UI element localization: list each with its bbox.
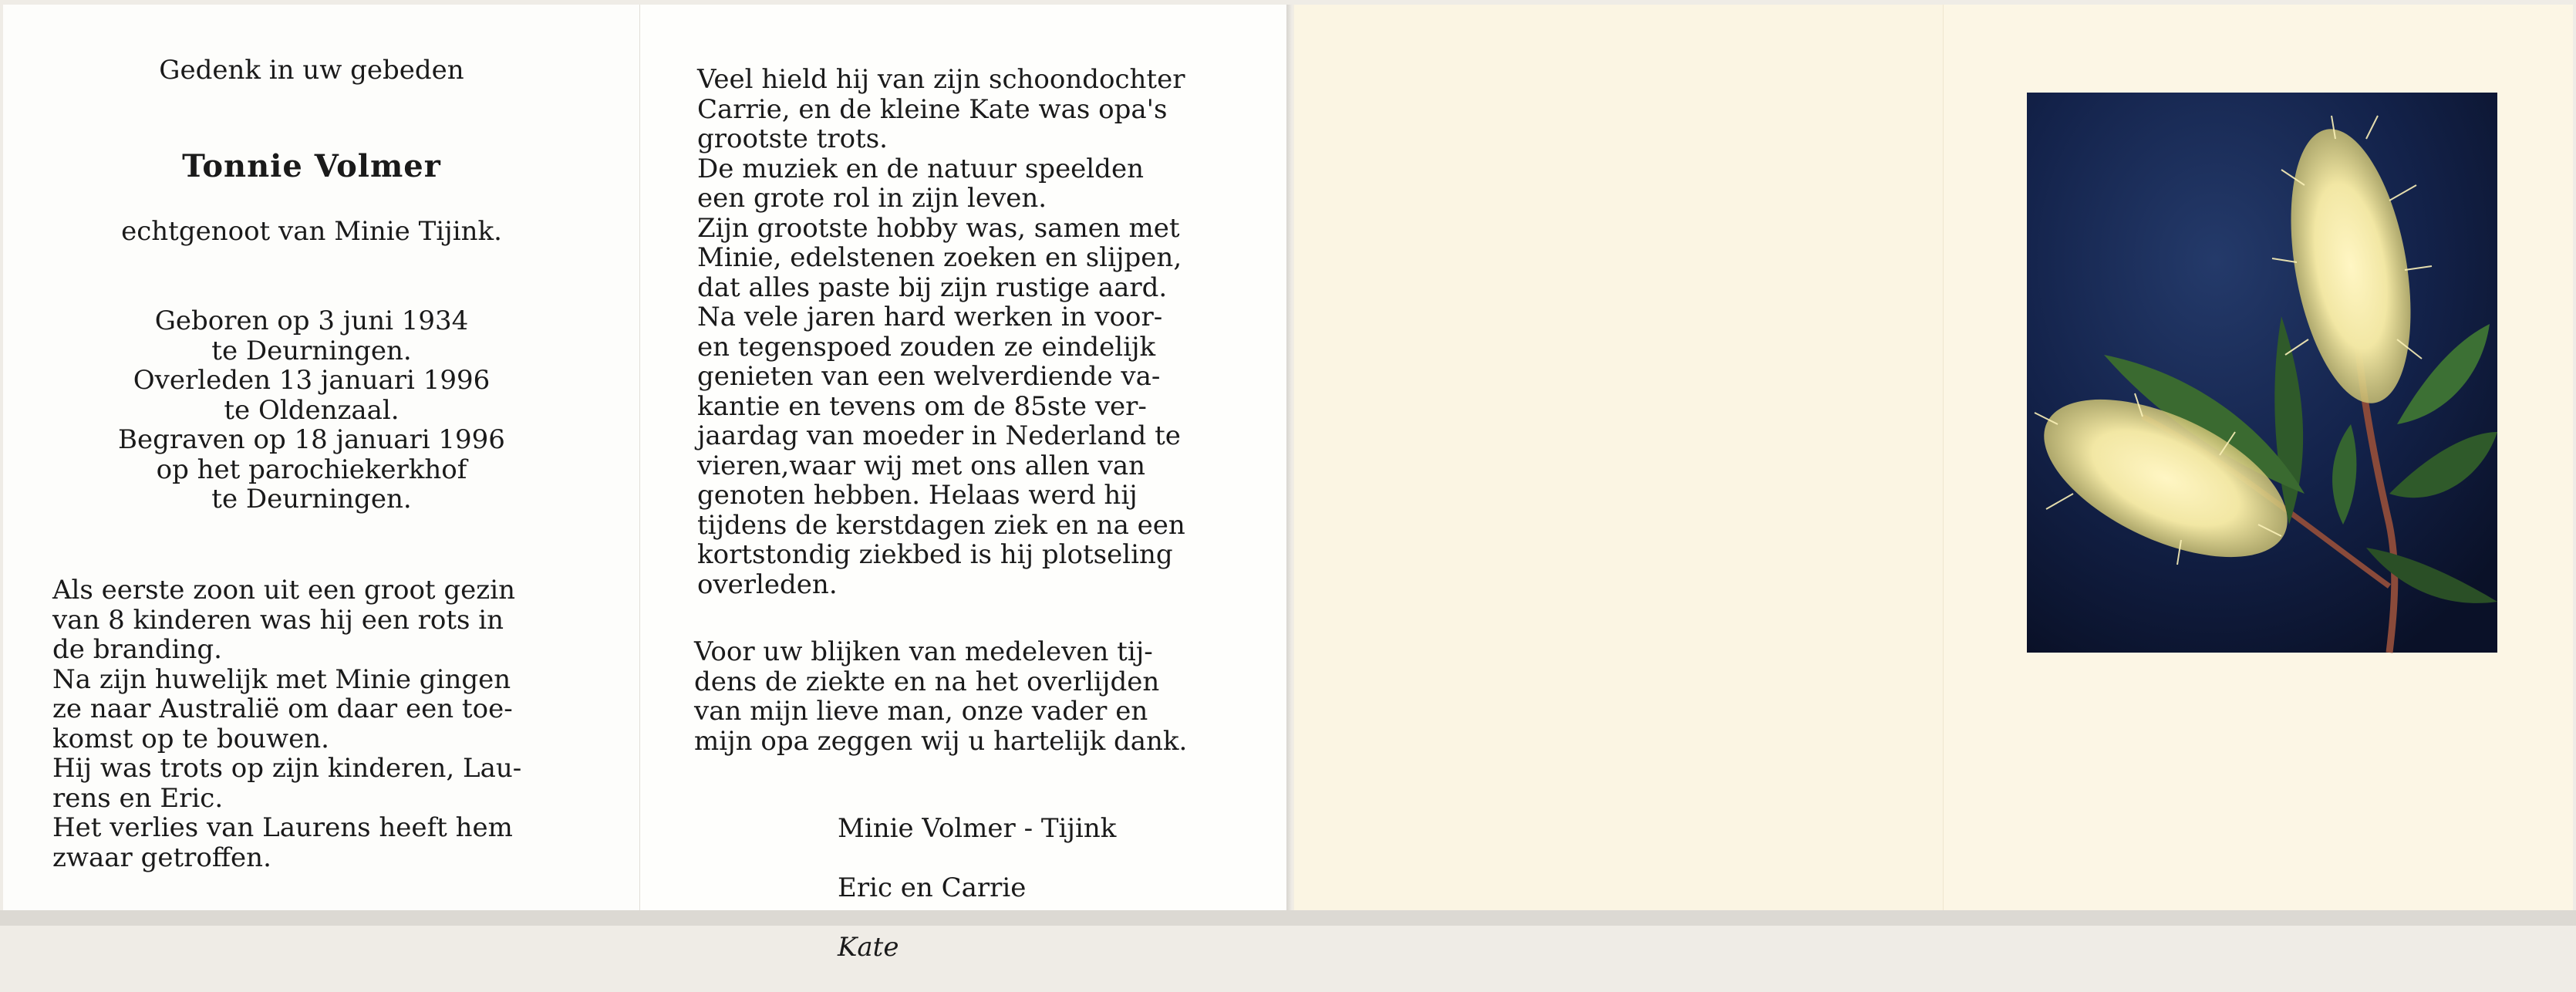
thanks-text: Voor uw blijken van medeleven tij- dens de ziekte en na het overlijden van mijn lieve man, onze vader en mijn opa zeggen wij u hartelijk dank. — [694, 636, 1188, 757]
prayer-heading: Gedenk in uw gebeden — [159, 55, 464, 86]
card-back-page — [1294, 5, 1944, 919]
family-signature — [838, 784, 1269, 992]
card-inside-left-page — [3, 5, 640, 919]
scan-bottom-edge — [0, 910, 2576, 926]
signature-widow: Minie Volmer - Tijink — [838, 812, 1117, 844]
signature-son: Eric en Carrie — [838, 872, 1027, 903]
deceased-name: Tonnie Volmer — [182, 148, 441, 184]
spouse-line: echtgenoot van Minie Tijink. — [121, 216, 502, 247]
flower-illustration — [2027, 93, 2497, 653]
card-inside-right-page — [640, 5, 1286, 963]
bottlebrush-flower-photo — [2027, 93, 2497, 653]
life-dates: Geboren op 3 juni 1934 te Deurningen. Overleden 13 januari 1996 te Oldenzaal. Begraven op 18 januari 1996 op het parochiekerkhof te Deurningen. — [118, 305, 505, 515]
card-front-page — [1944, 5, 2573, 919]
life-story-text: Veel hield hij van zijn schoondochter Carrie, en de kleine Kate was opa's grootste trots. De muziek en de natuur speelden een grote rol in zijn leven. Zijn grootste hobby was, samen met Minie, edelstenen zoeken en slijpen, dat alles paste bij zijn rustige aard. Na vele jaren hard werken in voor- en tegenspoed zouden ze eindelijk genieten van een welverdiende va- kantie en tevens om de 85ste ver- jaardag van moeder in Nederland te vieren,waar wij met ons allen van genoten hebben. Helaas werd hij tijdens de kerstdagen ziek en na een kortstondig ziekbed is hij plotseling overleden. — [697, 64, 1185, 600]
signature-granddaughter: Kate — [838, 931, 899, 963]
biography-text: Als eerste zoon uit een groot gezin van 8 kinderen was hij een rots in de branding. Na zijn huwelijk met Minie gingen ze naar Australië om daar een toe- komst op te bouwen. Hij was trots op zijn kinderen, Lau- rens en Eric. Het verlies van Laurens heeft hem zwaar getroffen. — [52, 575, 522, 873]
